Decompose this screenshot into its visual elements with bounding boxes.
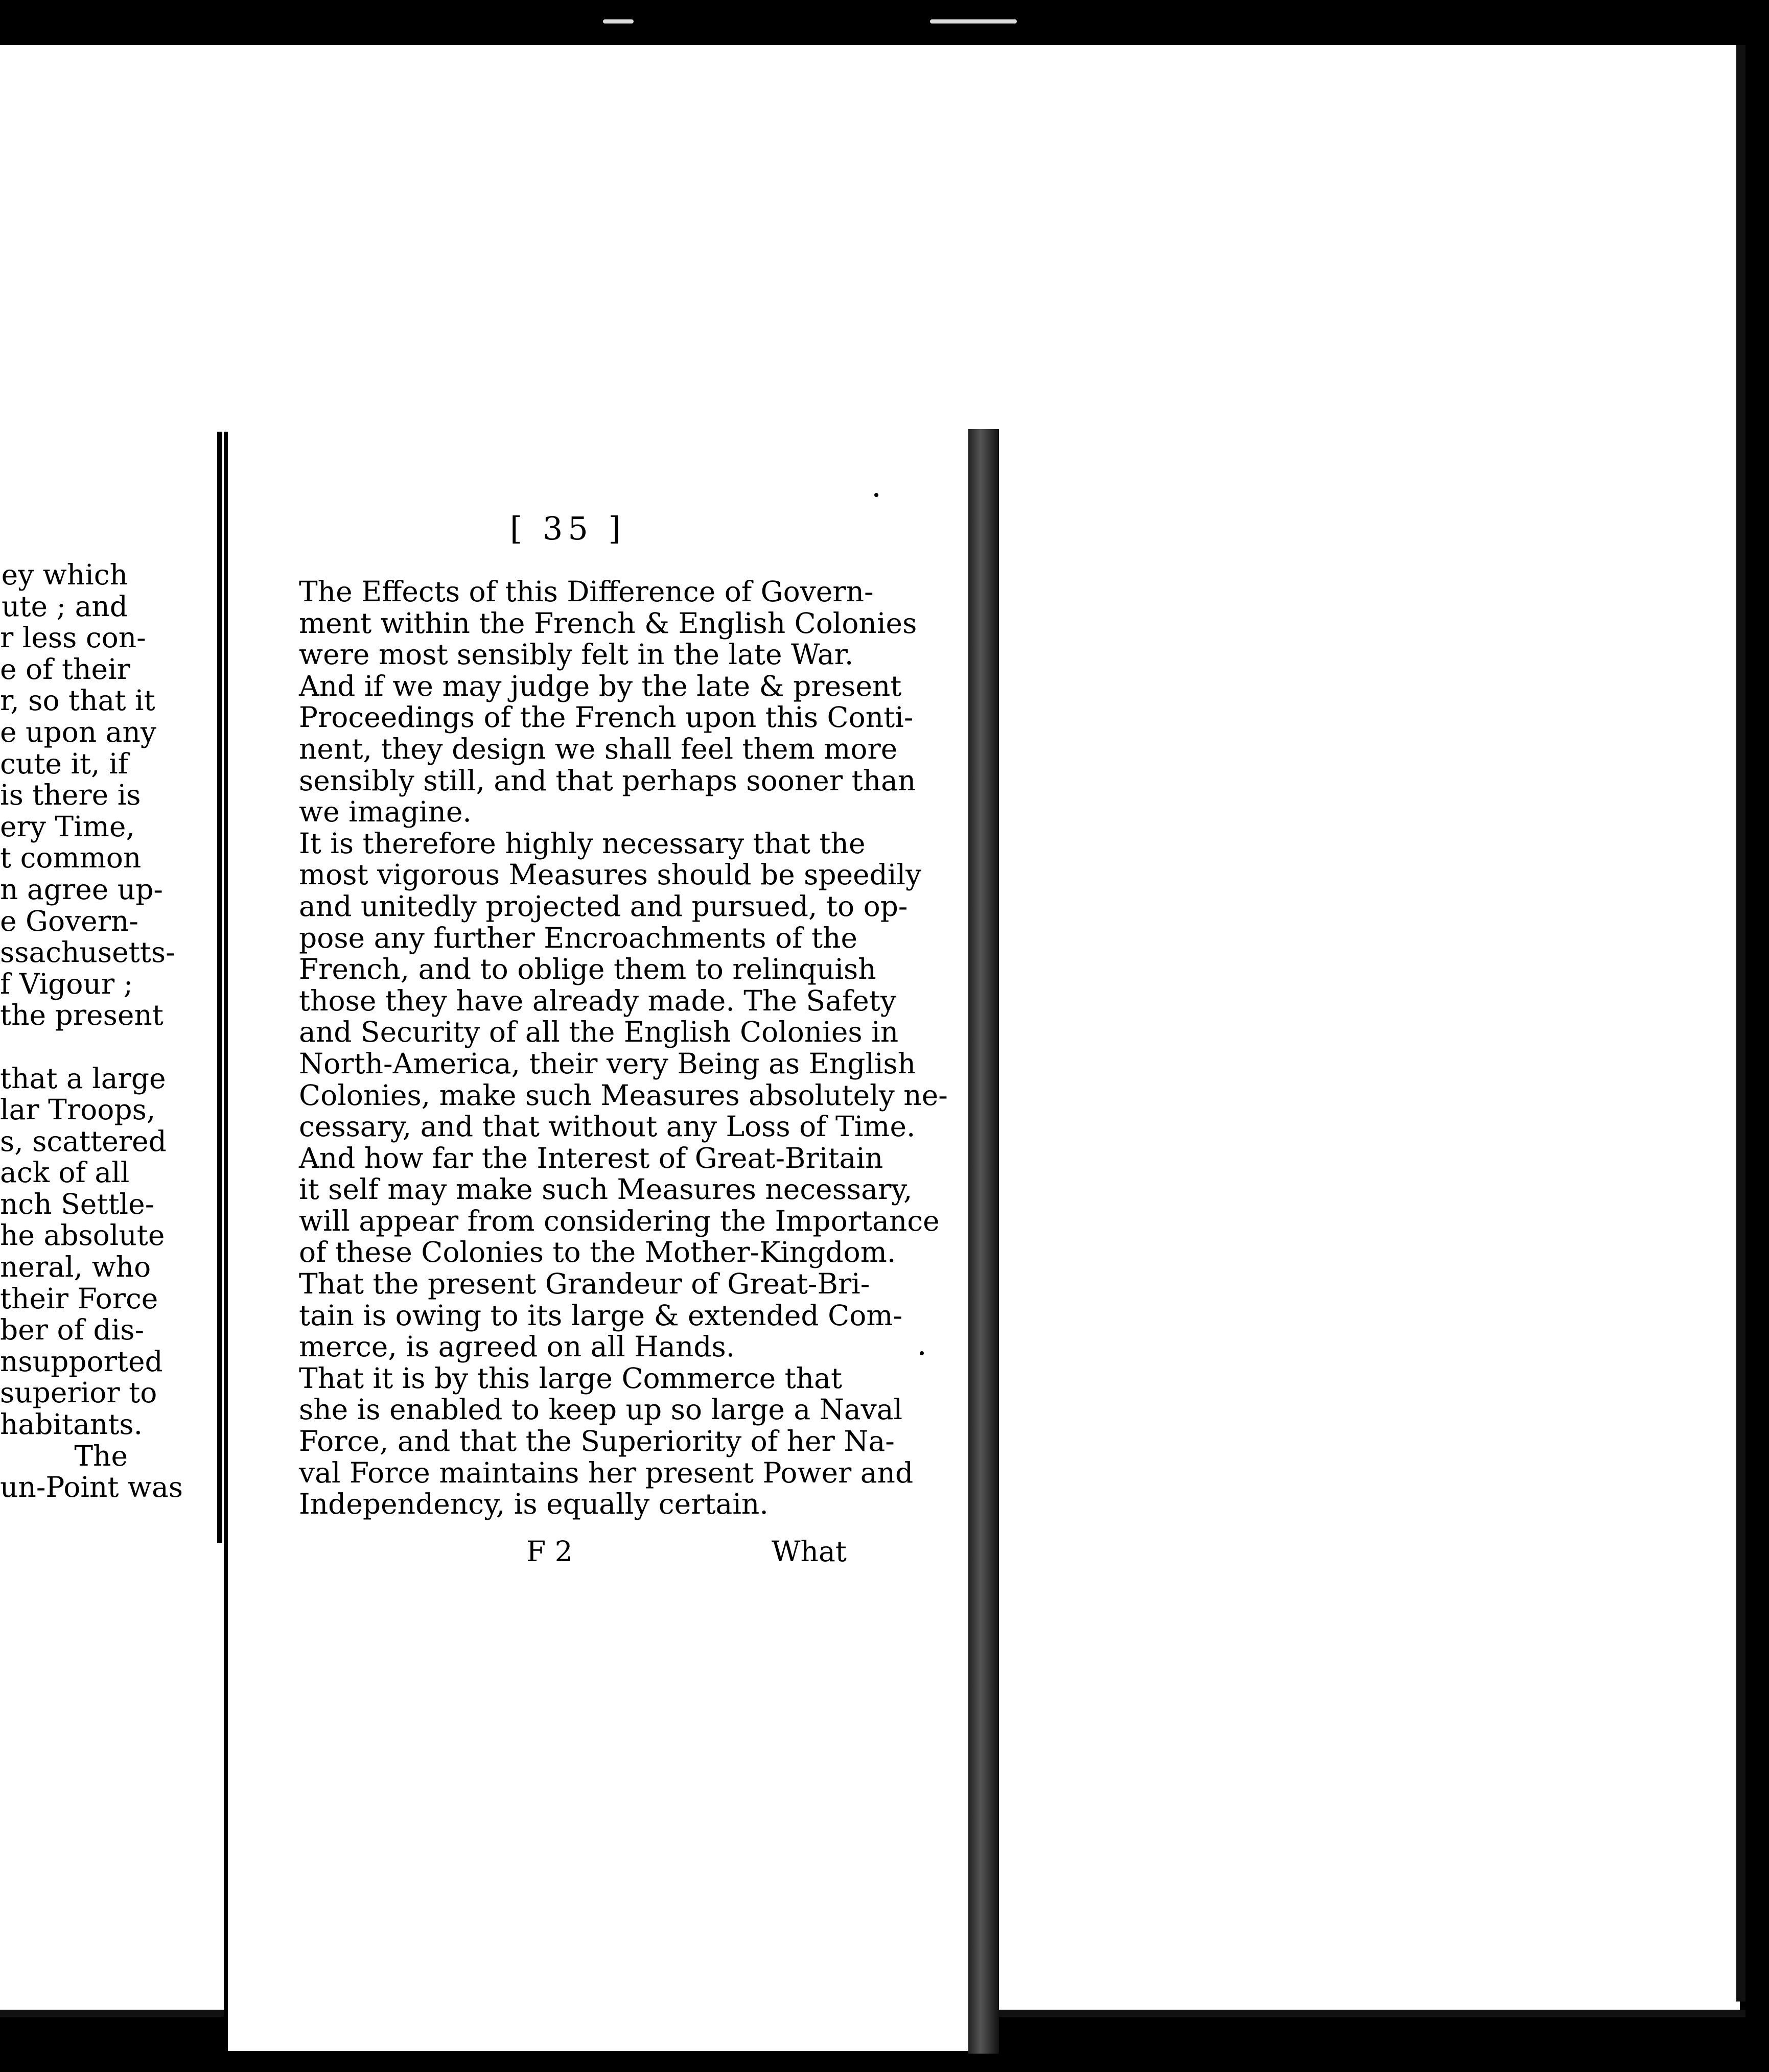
left-page-line: ute ; and	[2, 590, 128, 623]
body-text-line: The Effects of this Difference of Govern-	[299, 575, 874, 608]
body-text-line: will appear from considering the Importance	[299, 1204, 940, 1237]
catchword: What	[772, 1535, 847, 1568]
left-page-line: cute it, if	[0, 747, 128, 780]
scan-speck	[920, 1351, 924, 1355]
body-text-line: val Force maintains her present Power and	[299, 1456, 914, 1489]
left-page-line: that a large	[0, 1062, 166, 1095]
left-page-line: un-Point was	[0, 1471, 183, 1504]
scan-top-mark	[603, 19, 634, 23]
body-text-line: merce, is agreed on all Hands.	[299, 1330, 735, 1363]
body-text-line: we imagine.	[299, 795, 472, 829]
left-page-line: The	[74, 1439, 128, 1472]
body-text-line: North-America, their very Being as English	[299, 1047, 916, 1080]
body-text-line: ment within the French & English Colonies	[299, 606, 917, 640]
body-text-line: tain is owing to its large & extended Com-	[299, 1299, 903, 1332]
body-text-line: cessary, and that without any Loss of Time.	[299, 1110, 916, 1143]
left-page-line: r less con-	[0, 621, 146, 654]
left-page-line: ssachusetts-	[0, 936, 175, 969]
left-page-line: superior to	[0, 1376, 157, 1409]
body-text-line: were most sensibly felt in the late War.	[299, 638, 854, 671]
left-page-line: ery Time,	[0, 810, 135, 843]
scan-speck	[874, 493, 878, 497]
body-text-line: Proceedings of the French upon this Conti-	[299, 701, 914, 734]
left-page-line: f Vigour ;	[0, 967, 133, 1000]
left-page-line: habitants.	[0, 1408, 143, 1441]
left-page-line: ack of all	[0, 1156, 130, 1189]
left-page-line: their Force	[0, 1282, 158, 1315]
left-page-line: t common	[0, 841, 142, 875]
left-page-line: nch Settle-	[0, 1187, 155, 1220]
left-page-line: nsupported	[0, 1345, 163, 1378]
body-text-line: And if we may judge by the late & present	[299, 669, 902, 702]
body-text-line: That it is by this large Commerce that	[299, 1361, 843, 1395]
left-page-line: he absolute	[0, 1219, 165, 1252]
left-page-line: ber of dis-	[0, 1313, 145, 1347]
left-page-line: e upon any	[0, 715, 156, 748]
body-text-line: it self may make such Measures necessary,	[299, 1173, 913, 1206]
left-page-line: n agree up-	[0, 873, 163, 906]
left-page-line: is there is	[0, 779, 141, 812]
left-page-line: ey which	[1, 558, 128, 591]
left-page-line: r, so that it	[0, 684, 155, 717]
body-text-line: And how far the Interest of Great-Britain	[299, 1141, 883, 1174]
left-page-bottom-rule	[0, 2041, 224, 2047]
body-text-line: That the present Grandeur of Great-Bri-	[299, 1267, 870, 1301]
body-text-line: Colonies, make such Measures absolutely ne-	[299, 1078, 948, 1112]
body-text-line: and Security of all the English Colonies in	[299, 1016, 899, 1049]
body-text-line: of these Colonies to the Mother-Kingdom.	[299, 1236, 896, 1269]
body-text-line: pose any further Encroachments of the	[299, 921, 858, 954]
main-body-text	[299, 575, 948, 1521]
signature-mark: F 2	[526, 1535, 573, 1568]
left-page-text-fragment	[0, 558, 183, 1504]
left-page-line	[0, 1031, 128, 1063]
body-text-line: sensibly still, and that perhaps sooner than	[299, 764, 916, 797]
body-text-line: nent, they design we shall feel them more	[299, 732, 898, 765]
body-text-line: those they have already made. The Safety	[299, 984, 896, 1017]
body-text-line: It is therefore highly necessary that the	[299, 827, 866, 860]
left-page-line: s, scattered	[0, 1124, 167, 1158]
body-text-line: French, and to oblige them to relinquish	[299, 953, 876, 986]
left-page-line: lar Troops,	[0, 1093, 156, 1126]
left-page-line: e of their	[0, 652, 130, 686]
scan-top-mark	[930, 19, 1017, 23]
paper-right-edge	[1736, 45, 1745, 2002]
body-text-line: Force, and that the Superiority of her Na-	[299, 1425, 895, 1458]
left-page-line: the present	[0, 999, 164, 1032]
left-page-line: neral, who	[0, 1251, 151, 1284]
body-text-line: most vigorous Measures should be speedily	[299, 858, 922, 891]
body-text-line: and unitedly projected and pursued, to op-	[299, 889, 908, 923]
book-page-edge	[968, 429, 999, 2054]
left-page-line: e Govern-	[0, 904, 138, 937]
body-text-line: Independency, is equally certain.	[299, 1488, 769, 1521]
page-number-header: [ 35 ]	[510, 510, 626, 547]
body-text-line: she is enabled to keep up so large a Naval	[299, 1393, 903, 1426]
